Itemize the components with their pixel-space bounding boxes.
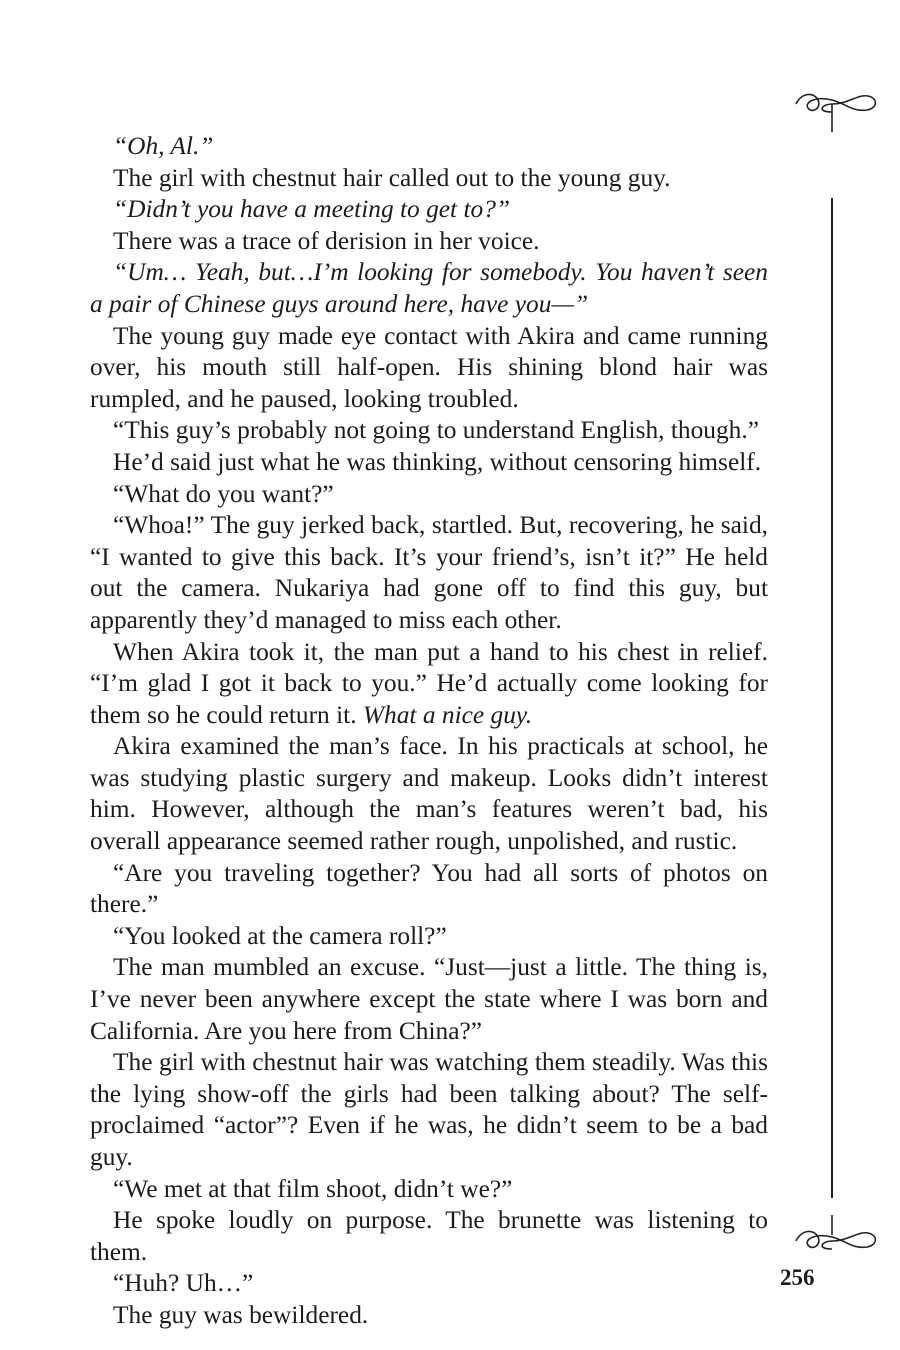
paragraph: “Didn’t you have a meeting to get to?”: [113, 195, 511, 224]
top-flourish-ornament: [792, 82, 882, 132]
page-number: 256: [780, 1265, 815, 1290]
italic-thought: What a nice guy.: [362, 700, 533, 729]
paragraph: “Whoa!” The guy jerked back, startled. But, recovering, he said, “I wanted to give this back. It’s your friend’s, isn’t it?” He held out the camera. Nukariya had gone off to find this guy, but apparently they’d managed to miss each other.: [90, 511, 768, 634]
paragraph: “What do you want?”: [113, 479, 334, 508]
paragraph: “Um… Yeah, but…I’m looking for somebody. You haven’t seen a pair of Chinese guys around here, have you—”: [90, 258, 768, 318]
body-text: [90, 131, 768, 1332]
paragraph: There was a trace of derision in her voice.: [113, 226, 540, 255]
paragraph: “Are you traveling together? You had all sorts of photos on there.”: [90, 858, 768, 919]
paragraph-text: When Akira took it, the man put a hand to his chest in relief. “I’m glad I got it back to you.” He’d actually come looking for them so he could return it.: [90, 637, 768, 729]
paragraph: The guy was bewildered.: [113, 1300, 369, 1329]
paragraph: [90, 637, 768, 732]
paragraph: “Oh, Al.”: [113, 132, 214, 160]
paragraph: He spoke loudly on purpose. The brunette was listening to them.: [90, 1206, 768, 1266]
bottom-flourish-ornament: [792, 1215, 882, 1265]
paragraph: “Huh? Uh…”: [113, 1269, 254, 1298]
paragraph: The young guy made eye contact with Akira and came running over, his mouth still half-open. His shining blond hair was rumpled, and he paused, looking troubled.: [90, 321, 768, 413]
paragraph: “You looked at the camera roll?”: [113, 921, 447, 950]
paragraph: The girl with chestnut hair was watching them steadily. Was this the lying show-off the girls had been talking about? The self-proclaimed “actor”? Even if he was, he didn’t seem to be a bad guy.: [90, 1048, 768, 1171]
paragraph: “We met at that film shoot, didn’t we?”: [113, 1174, 513, 1203]
vertical-margin-rule: [831, 198, 833, 1198]
paragraph: The man mumbled an excuse. “Just—just a little. The thing is, I’ve never been anywhere except the state where I was born and California. Are you here from China?”: [90, 953, 768, 1045]
paragraph: The girl with chestnut hair called out to the young guy.: [113, 163, 671, 192]
paragraph: “This guy’s probably not going to understand English, though.”: [113, 416, 759, 445]
paragraph: He’d said just what he was thinking, without censoring himself.: [113, 447, 762, 476]
paragraph: Akira examined the man’s face. In his practicals at school, he was studying plastic surgery and makeup. Looks didn’t interest him. However, although the man’s features weren’t bad, his overall appearance seemed rather rough, unpolished, and rustic.: [90, 732, 768, 856]
